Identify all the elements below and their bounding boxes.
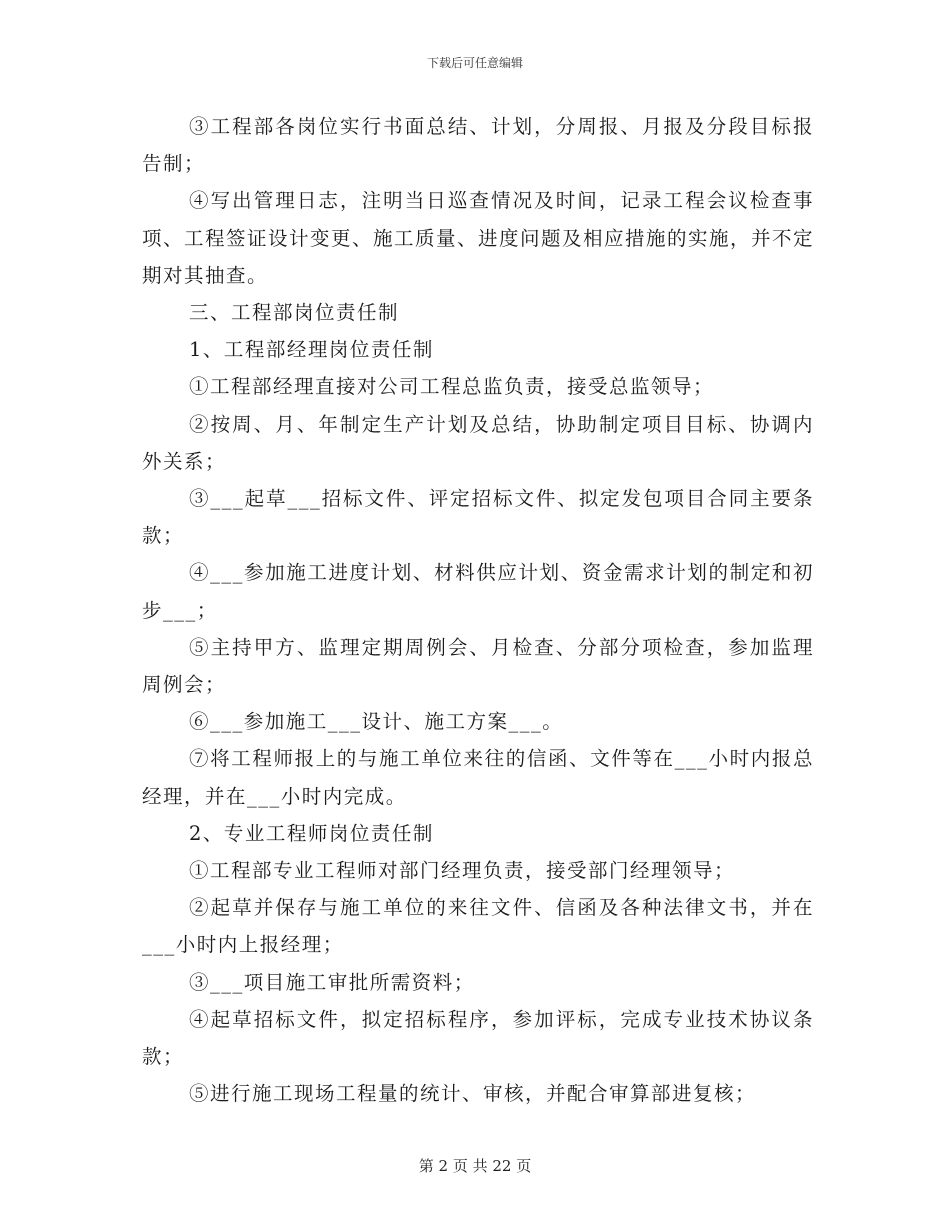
- paragraph: ③___起草___招标文件、评定招标文件、拟定发包项目合同主要条款；: [142, 487, 814, 548]
- paragraph: ⑥___参加施工___设计、施工方案___。: [189, 710, 564, 734]
- paragraph: ①工程部专业工程师对部门经理负责，接受部门经理领导；: [189, 859, 736, 883]
- paragraph: ③工程部各岗位实行书面总结、计划，分周报、月报及分段目标报告制；: [142, 115, 814, 176]
- paragraph: ⑦将工程师报上的与施工单位来往的信函、文件等在___小时内报总经理，并在___小时内完成。: [142, 747, 814, 808]
- page-number: 第 2 页 共 22 页: [418, 1157, 532, 1175]
- paragraph: ⑤进行施工现场工程量的统计、审核，并配合审算部进复核；: [189, 1082, 757, 1106]
- paragraph: ④起草招标文件，拟定招标程序，参加评标，完成专业技术协议条款；: [142, 1007, 814, 1069]
- paragraph: ⑤主持甲方、监理定期周例会、月检查、分部分项检查，参加监理周例会；: [142, 635, 814, 697]
- paragraph: ④___参加施工进度计划、材料供应计划、资金需求计划的制定和初步___；: [142, 561, 814, 622]
- paragraph: ③___项目施工审批所需资料；: [189, 970, 475, 994]
- page-header: 下载后可任意编辑: [426, 56, 523, 70]
- paragraph: ②按周、月、年制定生产计划及总结，协助制定项目目标、协调内外关系；: [142, 412, 814, 473]
- document-body: [142, 108, 814, 1112]
- section-heading: 三、工程部岗位责任制: [189, 301, 400, 325]
- subsection-heading: 1、工程部经理岗位责任制: [189, 338, 434, 362]
- paragraph: ②起草并保存与施工单位的来往文件、信函及各种法律文书，并在___小时内上报经理；: [142, 896, 814, 957]
- paragraph: ①工程部经理直接对公司工程总监负责，接受总监领导；: [189, 375, 715, 399]
- paragraph: ④写出管理日志，注明当日巡查情况及时间，记录工程会议检查事项、工程签证设计变更、施工质量、进度问题及相应措施的实施，并不定期对其抽查。: [142, 189, 815, 287]
- subsection-heading: 2、专业工程师岗位责任制: [189, 821, 434, 845]
